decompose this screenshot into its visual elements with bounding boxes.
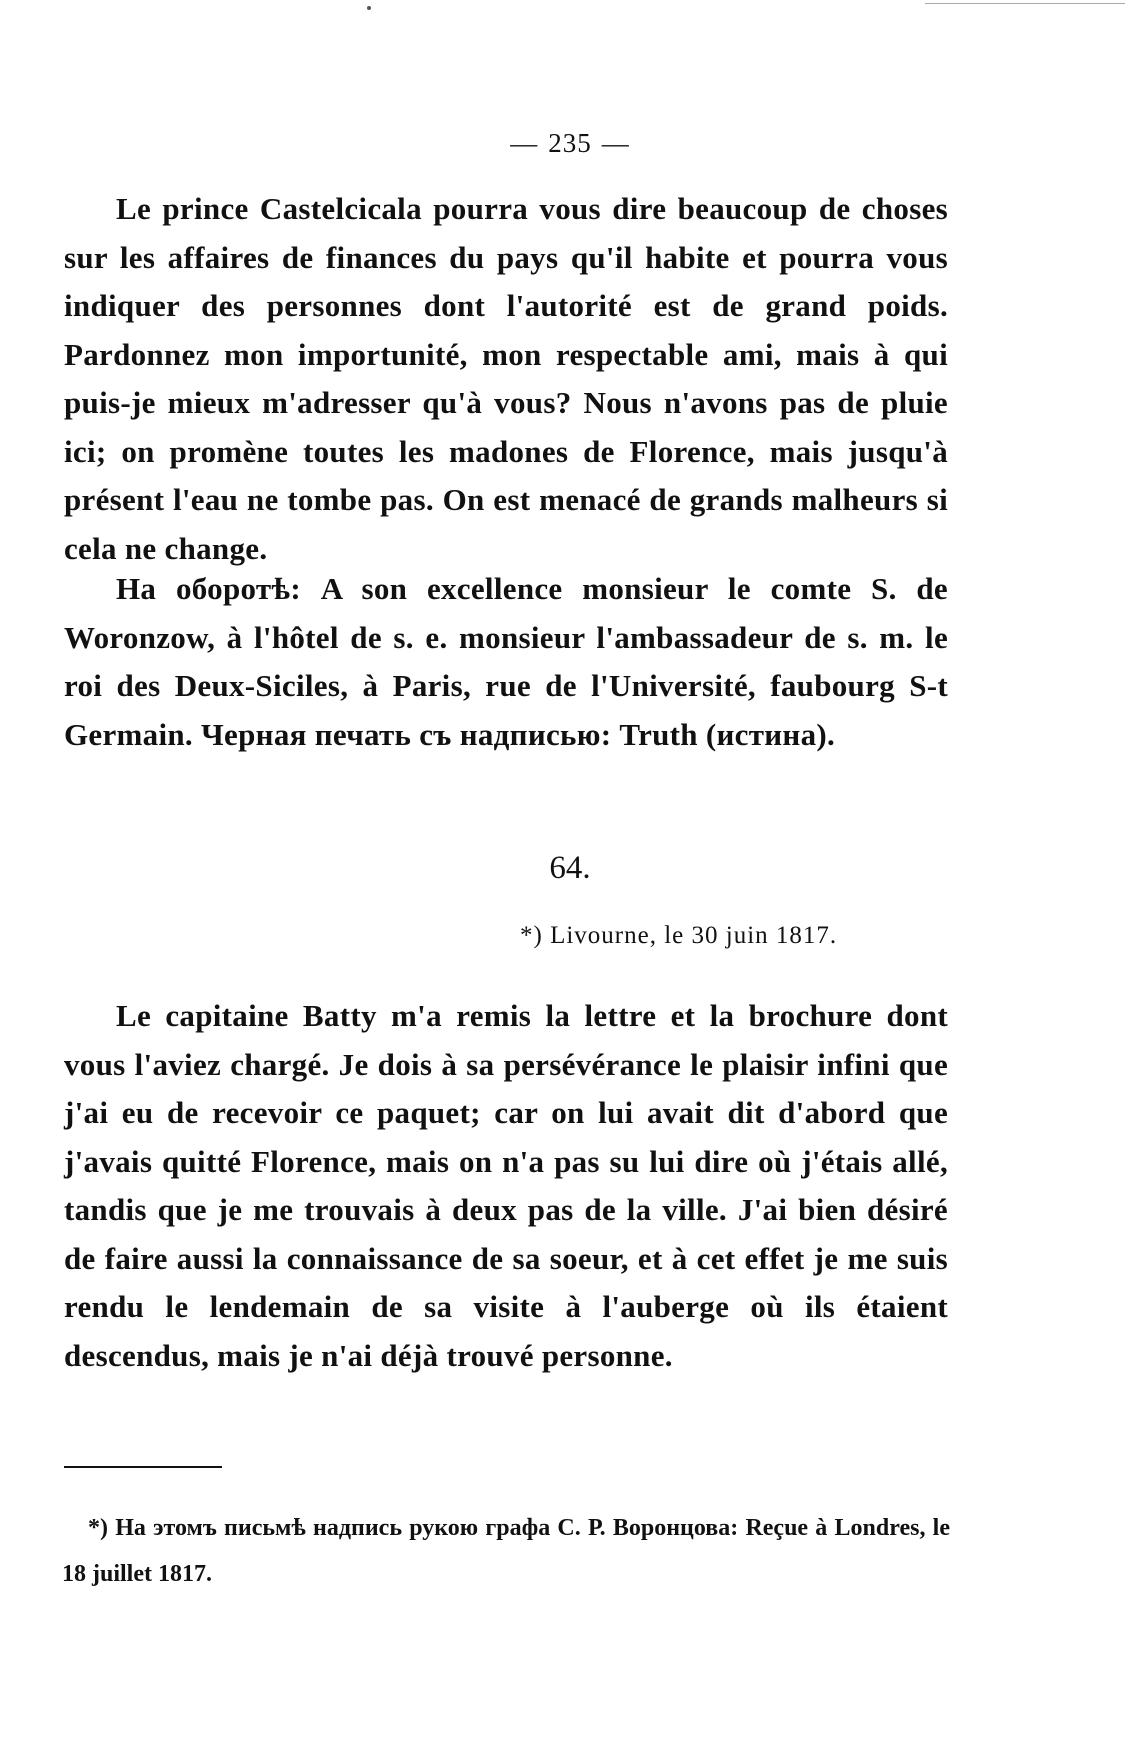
continuation-paragraph: Le prince Castelcicala pourra vous dire beaucoup de choses sur les affaires de finances du pays qu'il habite et pourra vous indiquer des personnes dont l'autorité est de grand poids. Pardonnez mon importunité, mon respectable ami, mais à qui puis-je mieux m'adresser qu'à vous? Nous n'avons pas de pluie ici; on promène toutes les madones de Florence, mais jusqu'à présent l'eau ne tombe pas. On est menacé de grands malheurs si cela ne change. bbox=[64, 191, 948, 566]
letter-number: 64. bbox=[549, 850, 591, 886]
continuation-text bbox=[64, 185, 948, 573]
page-number-dash-right: — bbox=[601, 128, 630, 158]
page-number-value: 235 bbox=[548, 128, 592, 158]
letter-body bbox=[64, 992, 948, 1380]
scan-speck bbox=[367, 6, 371, 10]
footnote-divider bbox=[64, 1466, 222, 1468]
address-note-paragraph: На оборотѣ: A son excellence monsieur le comte S. de Woronzow, à l'hôtel de s. e. monsieur l'ambassadeur de s. m. le roi des Deux-Siciles, à Paris, rue de l'Université, faubourg S-t Germain. Черная печать съ надписью: Truth (истина). bbox=[64, 571, 948, 752]
letter-dateline: *) Livourne, le 30 juin 1817. bbox=[520, 922, 838, 949]
page-number bbox=[0, 128, 1140, 159]
scan-edge-line bbox=[925, 3, 1125, 4]
letter-paragraph: Le capitaine Batty m'a remis la lettre et la brochure dont vous l'aviez chargé. Je dois à sa persévérance le plaisir infini que j'ai eu de recevoir ce paquet; car on lui avait dit d'abord que j'avais quitté Florence, mais on n'a pas su lui dire où j'étais allé, tandis que je me trouvais à deux pas de la ville. J'ai bien désiré de faire aussi la connaissance de sa soeur, et à cet effet je me suis rendu le lendemain de sa visite à l'auberge où ils étaient descendus, mais je n'ai déjà trouvé personne. bbox=[64, 998, 948, 1373]
address-note bbox=[64, 565, 948, 759]
footnote bbox=[62, 1505, 950, 1597]
page-number-dash-left: — bbox=[510, 128, 539, 158]
footnote-text: *) На этомъ письмѣ надпись рукою графа С. Р. Воронцова: Reçue à Londres, le 18 juillet 1817. bbox=[62, 1515, 950, 1587]
